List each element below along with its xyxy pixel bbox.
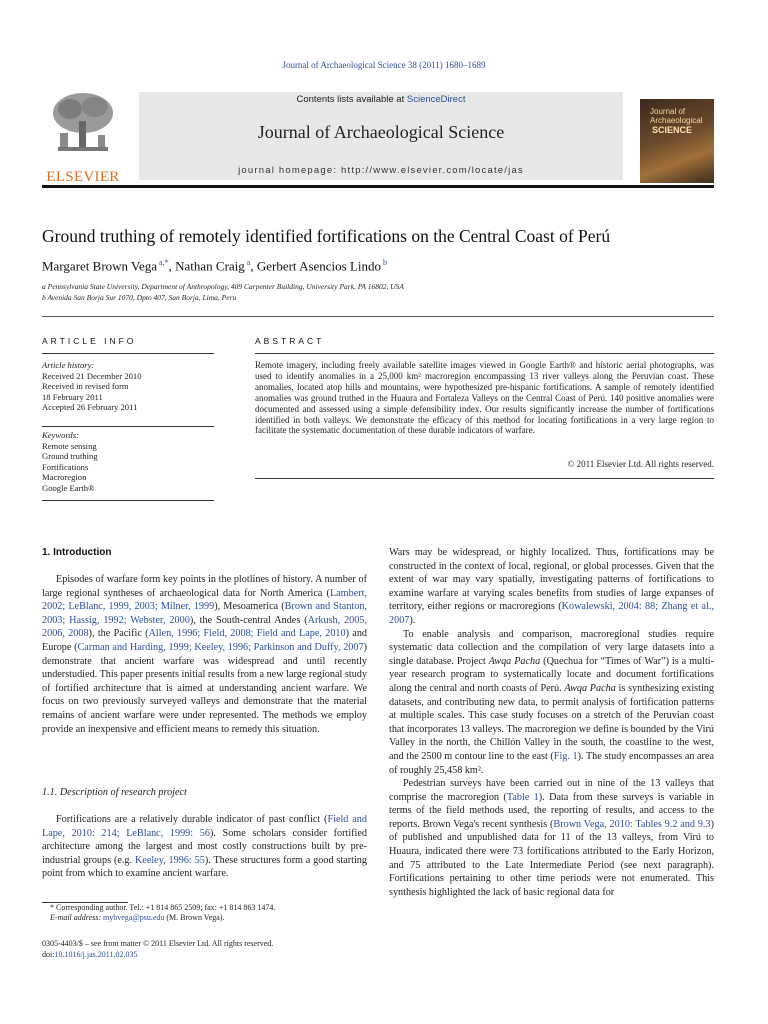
- page-footer: [42, 938, 273, 960]
- doi-label: doi:: [42, 950, 55, 959]
- keywords-label: Keywords:: [42, 430, 79, 440]
- history-item: Accepted 26 February 2011: [42, 402, 138, 412]
- citation-link[interactable]: Kowalewski, 2004: 88; Zhang et al., 2007: [389, 601, 714, 626]
- affiliation-marker[interactable]: a,*: [157, 258, 169, 267]
- body-column-left-lower: [42, 813, 367, 881]
- doi-line: [42, 949, 273, 960]
- journal-homepage-link[interactable]: journal homepage: http://www.elsevier.com/locate/jas: [238, 165, 524, 176]
- info-rule-top: [42, 353, 214, 354]
- author-separator: ,: [168, 258, 176, 274]
- citation-link[interactable]: Allen, 1996; Field, 2008; Field and Lape, 2010: [148, 628, 346, 640]
- citation-link[interactable]: Brown Vega, 2010: Tables 9.2 and 9.3: [553, 818, 711, 830]
- elsevier-logo[interactable]: [42, 91, 124, 185]
- keyword: Fortifications: [42, 461, 89, 472]
- journal-reference[interactable]: Journal of Archaeological Science 38 (2011) 1680–1689: [282, 60, 486, 70]
- paragraph: [42, 573, 367, 736]
- text: Pedestrian surveys have been carried out in nine of the 13 valleys that comprise the macroregion (: [389, 778, 714, 803]
- paragraph: [389, 628, 714, 778]
- journal-banner: [139, 92, 623, 180]
- journal-cover-thumbnail[interactable]: [640, 99, 714, 183]
- abstract-rule-bottom: [255, 478, 714, 479]
- abstract-rule-top: [255, 353, 714, 354]
- article-history: [42, 360, 142, 413]
- abstract-copyright: © 2011 Elsevier Ltd. All rights reserved.: [567, 459, 714, 469]
- text: ), the Pacific (: [88, 628, 149, 640]
- italic-text: Awqa Pacha: [564, 682, 616, 694]
- citation-link[interactable]: Carman and Harding, 1999; Keeley, 1996; Parkinson and Duffy, 2007: [77, 641, 364, 653]
- history-item: 18 February 2011: [42, 391, 103, 402]
- text: (Quechua for “Times of War”) is a multi-year research program to systematically locate and document fortifications along the central and north coasts of Perú.: [389, 655, 714, 694]
- author-separator: ,: [250, 258, 257, 274]
- article-title: Ground truthing of remotely identified fortifications on the Central Coast of Perú: [42, 226, 611, 246]
- text: Fortifications are a relatively durable indicator of past conflict (: [56, 814, 328, 825]
- email-line: [50, 913, 275, 923]
- paragraph: [42, 813, 367, 881]
- citation-link[interactable]: Field and Lape, 2010: 214; LeBlanc, 1999: 56: [42, 814, 367, 839]
- elsevier-wordmark: ELSEVIER: [46, 169, 120, 185]
- keyword: Ground truthing: [42, 451, 98, 461]
- info-rule-bottom: [42, 500, 214, 501]
- text: ) demonstrate that ancient warfare was widespread and until recently understudied. This paper presents initial results from a new large regional study of fortified architecture that is aimed at understanding ancient warfare. We focus on two previously surveyed valleys and demonstrate that the material remains of ancient warfare were under represented. The methods we employ provide an inexpensive and efficient means to remedy this situation.: [42, 641, 367, 735]
- text: Wars may be widespread, or highly localized. Thus, fortifications may be constructed in the context of local, regional, or global processes. Given that the extent of war may vary spatially, investigating patterns of fortifications to examine warfare at varying scales benefits from studies of large expanses of territory, either regions or macroregions (: [389, 547, 714, 613]
- keywords: [42, 430, 98, 493]
- corresponding-author: * Corresponding author. Tel.: +1 814 865 2509; fax: +1 814 863 1474.: [50, 903, 276, 912]
- text: is synthesizing existing datasets, and contributing new data, to permit analysis of fortification patterns at multiple scales. This case study focuses on a stretch of the Peruvian coast that incorporates 13 valleys. The macroregion we define is bounded by the Virú Valley in the north, the Chillón Valley in the south, the coastline to the west, and the 2500 m contour line to the east (: [389, 682, 714, 762]
- footnote: [50, 903, 275, 923]
- text: ). Data from these surveys is variable in terms of the field methods used, the reporting of results, and access to the reports. Brown Vega's recent synthesis (: [389, 791, 714, 830]
- author-name: Nathan Craig: [175, 258, 245, 274]
- subsection-heading: 1.1. Description of research project: [42, 787, 187, 798]
- paragraph: [389, 777, 714, 899]
- citation-link[interactable]: Brown and Stanton, 2003; Hassig, 1992; Webster, 2000: [42, 601, 367, 626]
- contents-prefix: Contents lists available at: [296, 94, 407, 105]
- text: Episodes of warfare form key points in the plotlines of history. A number of large regional syntheses of archaeological data for North America (: [42, 574, 367, 599]
- citation-link[interactable]: Lambert, 2002; LeBlanc, 1999, 2003; Milner, 1999: [42, 587, 367, 613]
- abstract-heading: ABSTRACT: [255, 336, 325, 346]
- email-label: E-mail address:: [50, 913, 104, 922]
- text: To enable analysis and comparison, macroregional studies require systematic data collection and the compilation of very large datasets into a single database. Project: [389, 628, 714, 667]
- journal-title: Journal of Archaeological Science: [257, 122, 505, 142]
- contents-line: [139, 94, 623, 105]
- citation-link[interactable]: Fig. 1: [553, 750, 578, 762]
- citation-link[interactable]: Arkush, 2005, 2006, 2008: [42, 614, 367, 640]
- keyword: Macroregion: [42, 472, 87, 482]
- doi-link[interactable]: 10.1016/j.jas.2011.02.035: [54, 950, 138, 959]
- text: ). The study encompasses an area of roughly 25,458 km².: [389, 750, 714, 776]
- text: ). These structures form a good starting point from which to examine ancient warfare.: [42, 854, 367, 880]
- author-list: [42, 258, 387, 274]
- affiliation-marker[interactable]: b: [381, 258, 388, 267]
- abstract-text: Remote imagery, including freely available satellite images viewed in Google Earth® and historic aerial photographs, was used to identify anomalies in a 25,000 km² macroregion encompassing 13 river valleys along the Peruvian coast. These anomalies, located atop hills and mountains, were hypothesized pre-hispanic fortifications. A sample of remotely identified anomalies was ground truthed in the Huaura and Fortaleza Valleys on the Central Coast of Perú. 140 positive anomalies were documented and assessed using a simple defensibility index. Our results significantly increase the number of fortifications identified in both valleys. We demonstrate the efficacy of this method for locating fortifications in a very large region to facilitate the systematic documentation of these durable indicators of warfare.: [255, 360, 714, 436]
- affiliation-rule: [42, 316, 714, 317]
- journal-header: [42, 83, 714, 186]
- affiliation-a: a Pennsylvania State University, Department of Anthropology, 409 Carpenter Building, University Park, PA 16802, USA: [42, 282, 404, 291]
- text: ), the South-central Andes (: [189, 614, 308, 626]
- italic-text: Awqa Pacha: [488, 655, 541, 667]
- history-label: Article history:: [42, 360, 95, 370]
- keyword: Google Earth®: [42, 482, 95, 493]
- affiliation-marker[interactable]: a: [244, 258, 251, 267]
- text: ) of published and unpublished data for 11 of the 13 valleys, from Virú to Huaura, indicated there were 73 fortifications attributed to the Early Horizon, and 75 attributed to the Late Intermediate Period (see next paragraph). Fortifications pertaining to other time periods were not enumerated. This synthesis highlighted the lack of basic regional data for: [389, 818, 714, 898]
- citation-link[interactable]: Keeley, 1996: 55: [134, 854, 205, 866]
- header-rule: [42, 185, 714, 188]
- text: ).: [409, 614, 416, 626]
- text: ), Mesoamerica (: [214, 601, 285, 613]
- email-link[interactable]: mybvega@psu.edu: [103, 913, 165, 922]
- text: ) and Europe (: [42, 628, 368, 653]
- cover-science: SCIENCE: [652, 125, 693, 135]
- text: ). Some scholars consider fortified architecture among the largest and most costly constructions built by pre-industrial groups (e.g.: [42, 827, 367, 866]
- history-item: Received in revised form: [42, 381, 129, 391]
- author-name: Gerbert Asencios Lindo: [256, 258, 382, 274]
- affiliation-b: b Avenida San Borja Sur 1070, Dpto 407, San Borja, Lima, Peru: [42, 293, 237, 302]
- history-item: Received 21 December 2010: [42, 370, 142, 381]
- article-info-heading: ARTICLE INFO: [42, 336, 137, 346]
- cover-title: Journal of Archaeological: [650, 107, 703, 125]
- info-rule-mid: [42, 426, 214, 427]
- issn-line: 0305-4403/$ – see front matter © 2011 Elsevier Ltd. All rights reserved.: [42, 939, 274, 948]
- body-column-right: [389, 546, 714, 899]
- keyword: Remote sensing: [42, 440, 97, 451]
- citation-link[interactable]: Table 1: [506, 791, 539, 803]
- sciencedirect-link[interactable]: ScienceDirect: [406, 94, 466, 105]
- body-column-left: [42, 573, 367, 736]
- author-name: Margaret Brown Vega: [42, 258, 158, 274]
- section-heading-introduction: 1. Introduction: [42, 547, 112, 558]
- paragraph: [389, 546, 714, 628]
- email-suffix: (M. Brown Vega).: [164, 913, 225, 922]
- elsevier-tree-icon: [50, 91, 116, 155]
